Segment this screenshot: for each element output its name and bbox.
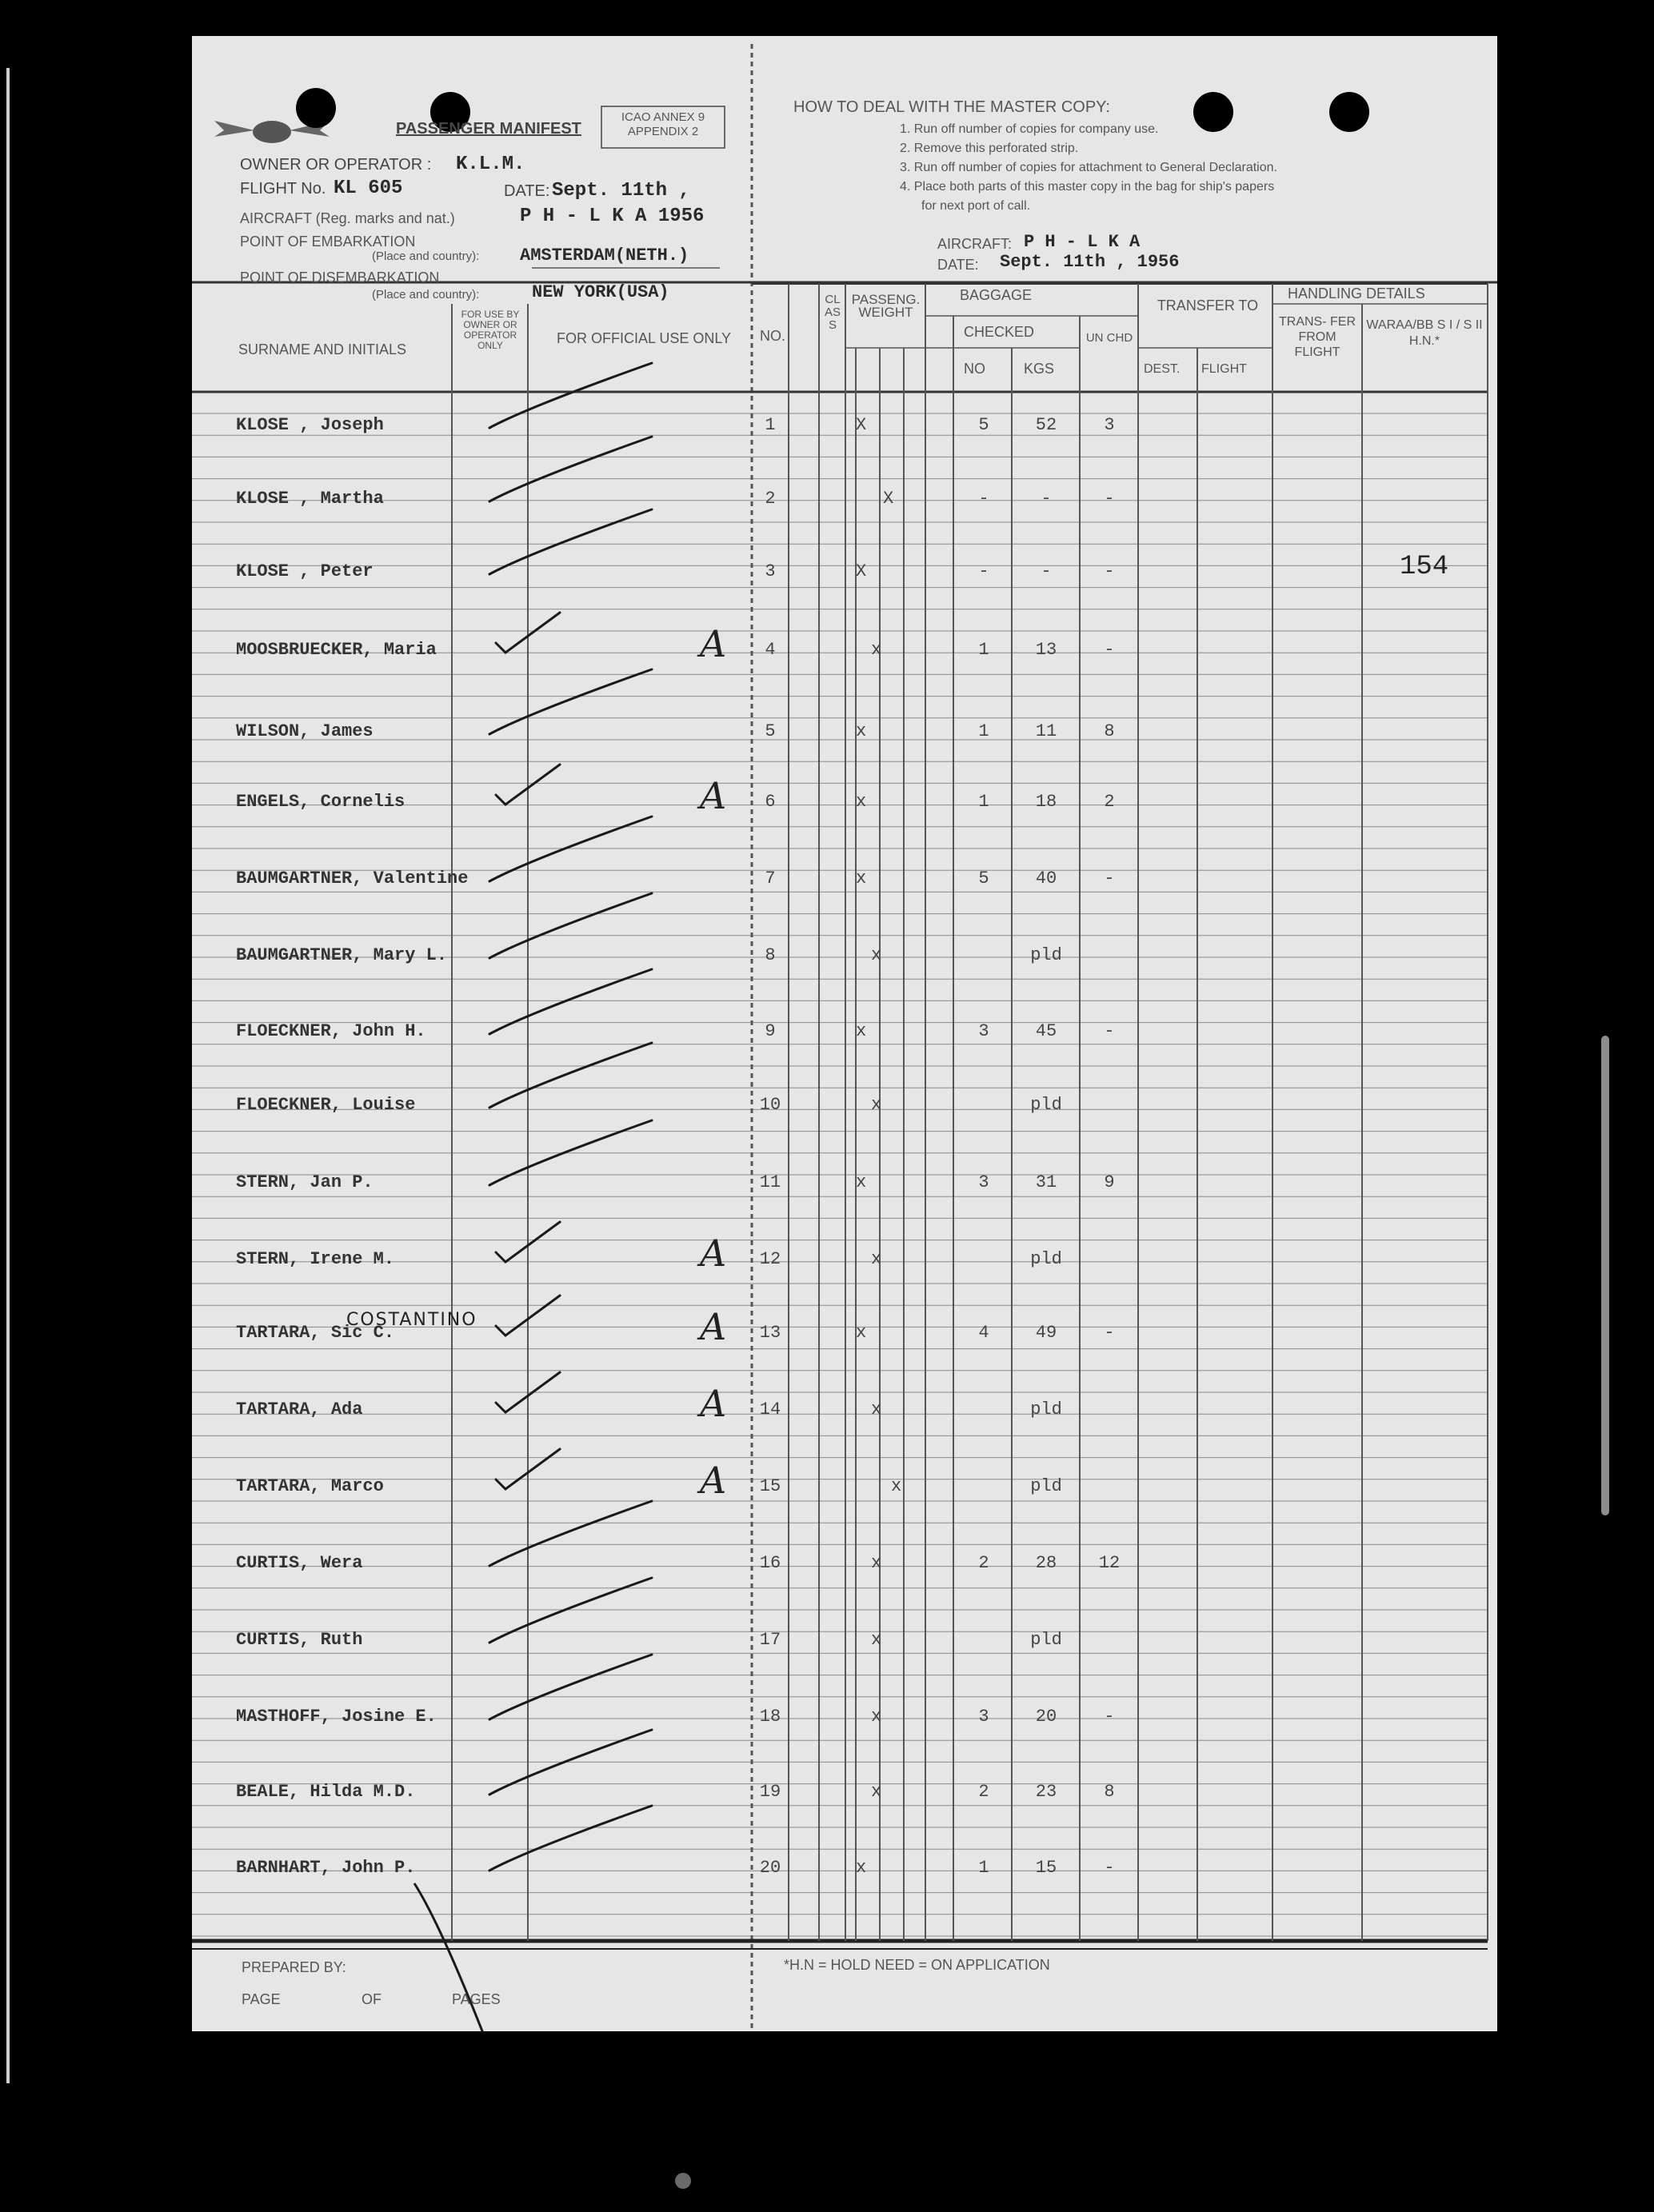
prepared-by: PREPARED BY: — [242, 1959, 346, 1975]
col-transfer: TRANSFER TO — [1157, 297, 1259, 313]
passenger-class-mark: x — [856, 868, 867, 888]
passenger-name: BAUMGARTNER, Valentine — [236, 868, 469, 888]
icao-annex: ICAO ANNEX 9 — [621, 110, 705, 124]
punch-hole — [296, 88, 336, 128]
baggage-kgs: 45 — [1035, 1021, 1057, 1041]
passenger-class-mark: x — [871, 1095, 882, 1115]
passenger-number: 17 — [759, 1630, 781, 1650]
official-check-stroke — [489, 1501, 652, 1566]
passenger-number: 15 — [759, 1476, 781, 1496]
passenger-class-mark: x — [871, 640, 882, 660]
instructions-heading: HOW TO DEAL WITH THE MASTER COPY: — [793, 98, 1110, 116]
instruction-item: 3. Run off number of copies for attachment to General Declaration. — [900, 161, 1277, 174]
passenger-class-mark: x — [856, 1172, 867, 1192]
unchecked-count: 2 — [1104, 792, 1115, 812]
of-label: OF — [362, 1991, 382, 2007]
instr-aircraft-value: P H - L K A — [1024, 232, 1141, 252]
instruction-item: 2. Remove this perforated strip. — [900, 142, 1079, 155]
col-trans-from: TRANS- FER FROM FLIGHT — [1279, 315, 1356, 359]
unchecked-count: - — [1104, 1021, 1115, 1041]
aircraft-label: AIRCRAFT (Reg. marks and nat.) — [240, 210, 455, 226]
passenger-number: 14 — [759, 1399, 781, 1419]
col-dest: DEST. — [1144, 362, 1181, 376]
film-edge-line — [6, 68, 10, 2083]
passenger-class-mark: x — [856, 792, 867, 812]
passenger-name: STERN, Jan P. — [236, 1172, 374, 1192]
passenger-name: FLOECKNER, Louise — [236, 1095, 416, 1115]
passenger-class-mark: x — [856, 1323, 867, 1343]
baggage-count: 2 — [978, 1782, 989, 1802]
film-smudge — [1601, 1036, 1609, 1515]
baggage-kgs: 52 — [1035, 415, 1057, 435]
disembark-sub: (Place and country): — [372, 288, 480, 301]
passenger-number: 3 — [765, 561, 776, 581]
disembark-value: NEW YORK(USA) — [532, 282, 669, 302]
instr-date-value: Sept. 11th , 1956 — [1000, 252, 1180, 272]
unchecked-count: - — [1104, 1323, 1115, 1343]
passenger-class-mark: x — [871, 1399, 882, 1419]
instr-aircraft-label: AIRCRAFT: — [937, 236, 1013, 252]
passenger-number: 1 — [765, 415, 776, 435]
baggage-kgs: pld — [1030, 1399, 1062, 1419]
baggage-kgs: pld — [1030, 1095, 1062, 1115]
passenger-number: 2 — [765, 489, 776, 509]
baggage-count: 1 — [978, 721, 989, 741]
icao-appendix: APPENDIX 2 — [627, 125, 699, 138]
col-surname: SURNAME AND INITIALS — [238, 341, 407, 357]
film-dust-dot — [675, 2173, 691, 2189]
passenger-name: CURTIS, Ruth — [236, 1630, 363, 1650]
col-flight: FLIGHT — [1201, 362, 1247, 376]
unchecked-count: - — [1104, 1707, 1115, 1727]
unchecked-count: 8 — [1104, 721, 1115, 741]
passenger-number: 20 — [759, 1858, 781, 1878]
punch-hole — [1329, 92, 1369, 132]
baggage-kgs: 40 — [1035, 868, 1057, 888]
baggage-count: 2 — [978, 1553, 989, 1573]
unchecked-count: - — [1104, 1858, 1115, 1878]
unchecked-count: - — [1104, 489, 1115, 509]
passenger-class-mark: X — [856, 415, 867, 435]
passenger-class-mark: x — [856, 1021, 867, 1041]
manifest-sheet — [192, 36, 1497, 2031]
embark-label: POINT OF EMBARKATION — [240, 234, 416, 250]
baggage-kgs: 13 — [1035, 640, 1057, 660]
passenger-class-mark: x — [871, 1630, 882, 1650]
passenger-class-mark: x — [856, 721, 867, 741]
passenger-name: BAUMGARTNER, Mary L. — [236, 945, 448, 965]
official-mark: A — [700, 1459, 727, 1502]
unchecked-count: - — [1104, 868, 1115, 888]
flight-value: KL 605 — [334, 178, 403, 199]
col-class: CLASS — [824, 293, 841, 332]
passenger-name: KLOSE , Joseph — [236, 415, 384, 435]
baggage-kgs: pld — [1030, 1249, 1062, 1269]
passenger-class-mark: x — [856, 1858, 867, 1878]
passenger-number: 13 — [759, 1323, 781, 1343]
baggage-count: 3 — [978, 1021, 989, 1041]
baggage-kgs: 18 — [1035, 792, 1057, 812]
unchecked-count: 3 — [1104, 415, 1115, 435]
instruction-item: 1. Run off number of copies for company use. — [900, 122, 1159, 136]
passenger-class-mark: x — [871, 1249, 882, 1269]
official-check-stroke — [489, 363, 652, 428]
passenger-class-mark: X — [883, 489, 894, 509]
baggage-kgs: pld — [1030, 1476, 1062, 1496]
baggage-count: 1 — [978, 792, 989, 812]
passenger-class-mark: x — [871, 1707, 882, 1727]
col-official: FOR OFFICIAL USE ONLY — [556, 330, 732, 346]
col-waraa: WARAA/BB S I / S II H.N.* — [1366, 318, 1483, 348]
official-mark: A — [700, 1232, 727, 1275]
col-checked: CHECKED — [964, 324, 1035, 340]
official-check-stroke — [489, 1043, 652, 1108]
col-baggage: BAGGAGE — [960, 287, 1033, 303]
instruction-item: 4. Place both parts of this master copy in the bag for ship's papers — [900, 180, 1275, 194]
passenger-name: FLOECKNER, John H. — [236, 1021, 426, 1041]
page-label: PAGE — [242, 1991, 281, 2007]
baggage-kgs: - — [1041, 561, 1052, 581]
passenger-name: ENGELS, Cornelis — [236, 792, 406, 812]
official-check-stroke — [489, 509, 652, 574]
baggage-kgs: 23 — [1035, 1782, 1057, 1802]
col-checked-no: NO — [964, 361, 985, 377]
passenger-name: TARTARA, Ada — [236, 1399, 363, 1419]
passenger-name: BARNHART, John P. — [236, 1858, 416, 1878]
passenger-number: 8 — [765, 945, 776, 965]
unchecked-count: 9 — [1104, 1172, 1115, 1192]
official-check-stroke — [489, 1806, 652, 1871]
official-check-stroke — [489, 893, 652, 958]
unchecked-count: 12 — [1098, 1553, 1121, 1573]
baggage-count: 4 — [978, 1323, 989, 1343]
col-kgs: KGS — [1024, 361, 1055, 377]
baggage-count: 5 — [978, 868, 989, 888]
col-pass-weight: PASSENG. WEIGHT — [851, 292, 921, 320]
col-no: NO. — [760, 328, 786, 344]
owner-value: K.L.M. — [456, 154, 525, 175]
col-for-use-by: FOR USE BY OWNER OR OPERATOR ONLY — [461, 309, 520, 351]
aircraft-value: P H - L K A 1956 — [520, 206, 705, 227]
baggage-count: 1 — [978, 640, 989, 660]
passenger-name: MOOSBRUECKER, Maria — [236, 640, 437, 660]
passenger-number: 9 — [765, 1021, 776, 1041]
passenger-name: CURTIS, Wera — [236, 1553, 363, 1573]
hn-note: *H.N = HOLD NEED = ON APPLICATION — [784, 1957, 1050, 1973]
passenger-class-mark: x — [871, 945, 882, 965]
baggage-count: 1 — [978, 1858, 989, 1878]
unchecked-count: 8 — [1104, 1782, 1115, 1802]
passenger-number: 6 — [765, 792, 776, 812]
passenger-number: 18 — [759, 1707, 781, 1727]
passenger-name: STERN, Irene M. — [236, 1249, 395, 1269]
passenger-number: 4 — [765, 640, 776, 660]
baggage-count: 3 — [978, 1172, 989, 1192]
passenger-number: 10 — [759, 1095, 781, 1115]
official-mark: A — [700, 774, 727, 817]
baggage-kgs: pld — [1030, 1630, 1062, 1650]
flight-label: FLIGHT No. — [240, 180, 326, 198]
pages-label: PAGES — [452, 1991, 501, 2007]
passenger-name: KLOSE , Martha — [236, 489, 384, 509]
handwritten-note: COSTANTINO — [346, 1310, 477, 1330]
passenger-number: 11 — [759, 1172, 781, 1192]
official-check-stroke — [489, 437, 652, 501]
col-unchd: UN CHD — [1085, 331, 1133, 345]
baggage-count: 3 — [978, 1707, 989, 1727]
official-mark: A — [700, 622, 727, 665]
unchecked-count: - — [1104, 561, 1115, 581]
passenger-name: KLOSE , Peter — [236, 561, 374, 581]
date-value: Sept. 11th , — [552, 180, 690, 202]
owner-label: OWNER OR OPERATOR : — [240, 156, 432, 174]
passenger-class-mark: X — [856, 561, 867, 581]
passenger-name: WILSON, James — [236, 721, 374, 741]
instruction-item: for next port of call. — [921, 199, 1031, 213]
disembark-label: POINT OF DISEMBARKATION — [240, 270, 440, 285]
punch-hole — [1193, 92, 1233, 132]
official-mark: A — [700, 1305, 727, 1348]
baggage-kgs: 28 — [1035, 1553, 1057, 1573]
baggage-count: - — [978, 489, 989, 509]
passenger-name: BEALE, Hilda M.D. — [236, 1782, 416, 1802]
col-handling: HANDLING DETAILS — [1288, 285, 1425, 301]
baggage-kgs: 11 — [1035, 721, 1057, 741]
embark-value: AMSTERDAM(NETH.) — [520, 246, 689, 266]
passenger-name: TARTARA, Sic C. — [236, 1323, 395, 1343]
baggage-kgs: 31 — [1035, 1172, 1057, 1192]
passenger-name: MASTHOFF, Josine E. — [236, 1707, 437, 1727]
baggage-count: 5 — [978, 415, 989, 435]
passenger-name: TARTARA, Marco — [236, 1476, 384, 1496]
embark-sub: (Place and country): — [372, 250, 480, 263]
baggage-kgs: 15 — [1035, 1858, 1057, 1878]
passenger-number: 16 — [759, 1553, 781, 1573]
official-mark: A — [700, 1382, 727, 1425]
passenger-number: 5 — [765, 721, 776, 741]
passenger-class-mark: x — [871, 1782, 882, 1802]
form-title: PASSENGER MANIFEST — [396, 120, 581, 138]
baggage-kgs: 49 — [1035, 1323, 1057, 1343]
date-label: DATE: — [504, 182, 550, 200]
instr-date-label: DATE: — [937, 257, 979, 273]
baggage-kgs: 20 — [1035, 1707, 1057, 1727]
official-check-stroke — [489, 1655, 652, 1719]
passenger-number: 19 — [759, 1782, 781, 1802]
passenger-class-mark: x — [891, 1476, 902, 1496]
passenger-number: 12 — [759, 1249, 781, 1269]
handling-number: 154 — [1400, 552, 1449, 582]
baggage-kgs: - — [1041, 489, 1052, 509]
passenger-class-mark: x — [871, 1553, 882, 1573]
passenger-number: 7 — [765, 868, 776, 888]
unchecked-count: - — [1104, 640, 1115, 660]
baggage-kgs: pld — [1030, 945, 1062, 965]
baggage-count: - — [978, 561, 989, 581]
official-check-stroke — [489, 669, 652, 734]
